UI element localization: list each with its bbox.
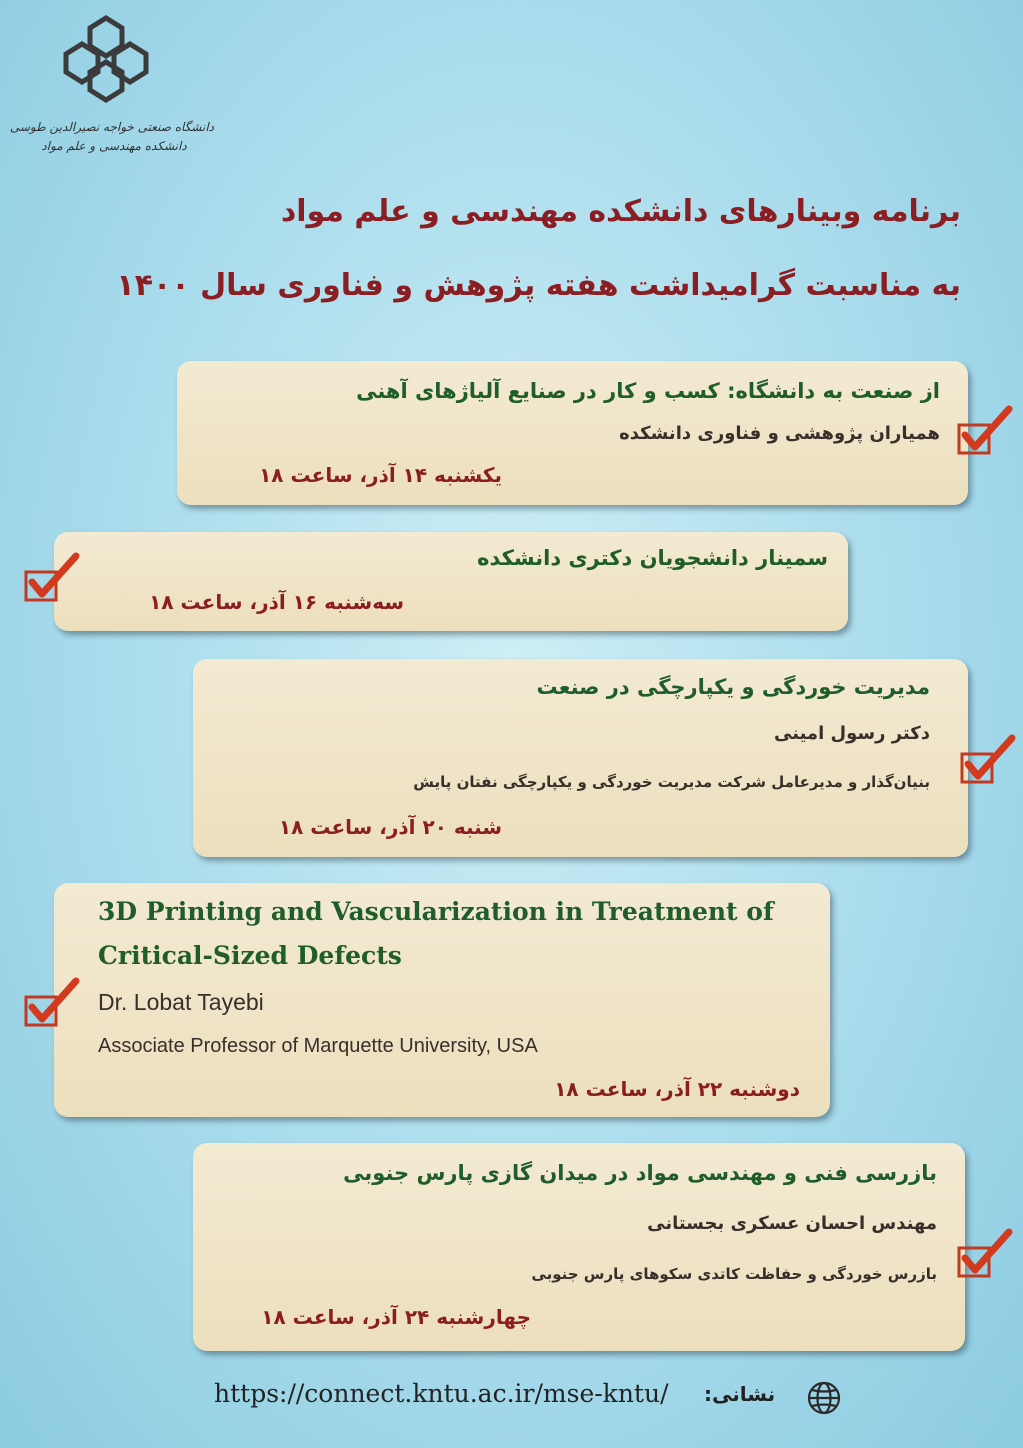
event-date: چهارشنبه ۲۴ آذر، ساعت ۱۸ [261,1305,531,1329]
event-speaker: دکتر رسول امینی [774,723,930,744]
event-title: از صنعت به دانشگاه: کسب و کار در صنایع آلیاژهای آهنی [356,379,940,403]
address-label: نشانی: [704,1382,776,1406]
event-speaker: مهندس احسان عسکری بجستانی [647,1213,937,1234]
event-title-line-2: Critical-Sized Defects [98,941,402,970]
event-date: سه‌شنبه ۱۶ آذر، ساعت ۱۸ [149,590,404,614]
globe-icon [806,1380,842,1416]
university-name [9,118,214,156]
event-title: سمینار دانشجویان دکتری دانشکده [477,546,828,570]
event-title-line-1: 3D Printing and Vascularization in Treatment of [98,897,774,926]
page-title-line-1: برنامه وبینارهای دانشکده مهندسی و علم مواد [280,194,961,229]
event-affiliation: Associate Professor of Marquette University, USA [98,1035,538,1057]
event-date: یکشنبه ۱۴ آذر، ساعت ۱۸ [259,463,502,487]
university-line-2: دانشکده مهندسی و علم مواد [41,139,187,153]
checkbox-checked-icon [22,975,80,1029]
event-title: بازرسی فنی و مهندسی مواد در میدان گازی پارس جنوبی [343,1161,937,1185]
event-affiliation: بنیان‌گذار و مدیرعامل شرکت مدیریت خوردگی و یکپارچگی نفتان پایش [413,773,930,791]
university-line-1: دانشگاه صنعتی خواجه نصیرالدین طوسی [9,120,214,134]
website-link[interactable]: https://connect.kntu.ac.ir/mse-kntu/ [214,1379,669,1408]
checkbox-checked-icon [955,403,1013,457]
checkbox-checked-icon [22,550,80,604]
event-date: دوشنبه ۲۲ آذر، ساعت ۱۸ [554,1077,800,1101]
event-card-1 [177,361,968,505]
event-title: مدیریت خوردگی و یکپارچگی در صنعت [536,675,930,699]
checkbox-checked-icon [958,732,1016,786]
event-speaker: Dr. Lobat Tayebi [98,989,264,1015]
event-date: شنبه ۲۰ آذر، ساعت ۱۸ [278,815,502,839]
page-title-line-2: به مناسبت گرامیداشت هفته پژوهش و فناوری سال ۱۴۰۰ [116,268,961,303]
event-card-4 [54,883,830,1117]
kntu-logo-icon [62,14,150,104]
event-card-2 [54,532,848,631]
event-affiliation: بازرس خوردگی و حفاظت کاتدی سکوهای پارس جنوبی [531,1265,937,1283]
event-card-3 [193,659,968,857]
event-speaker: همیاران پژوهشی و فناوری دانشکده [619,423,940,444]
checkbox-checked-icon [955,1226,1013,1280]
event-card-5 [193,1143,965,1351]
